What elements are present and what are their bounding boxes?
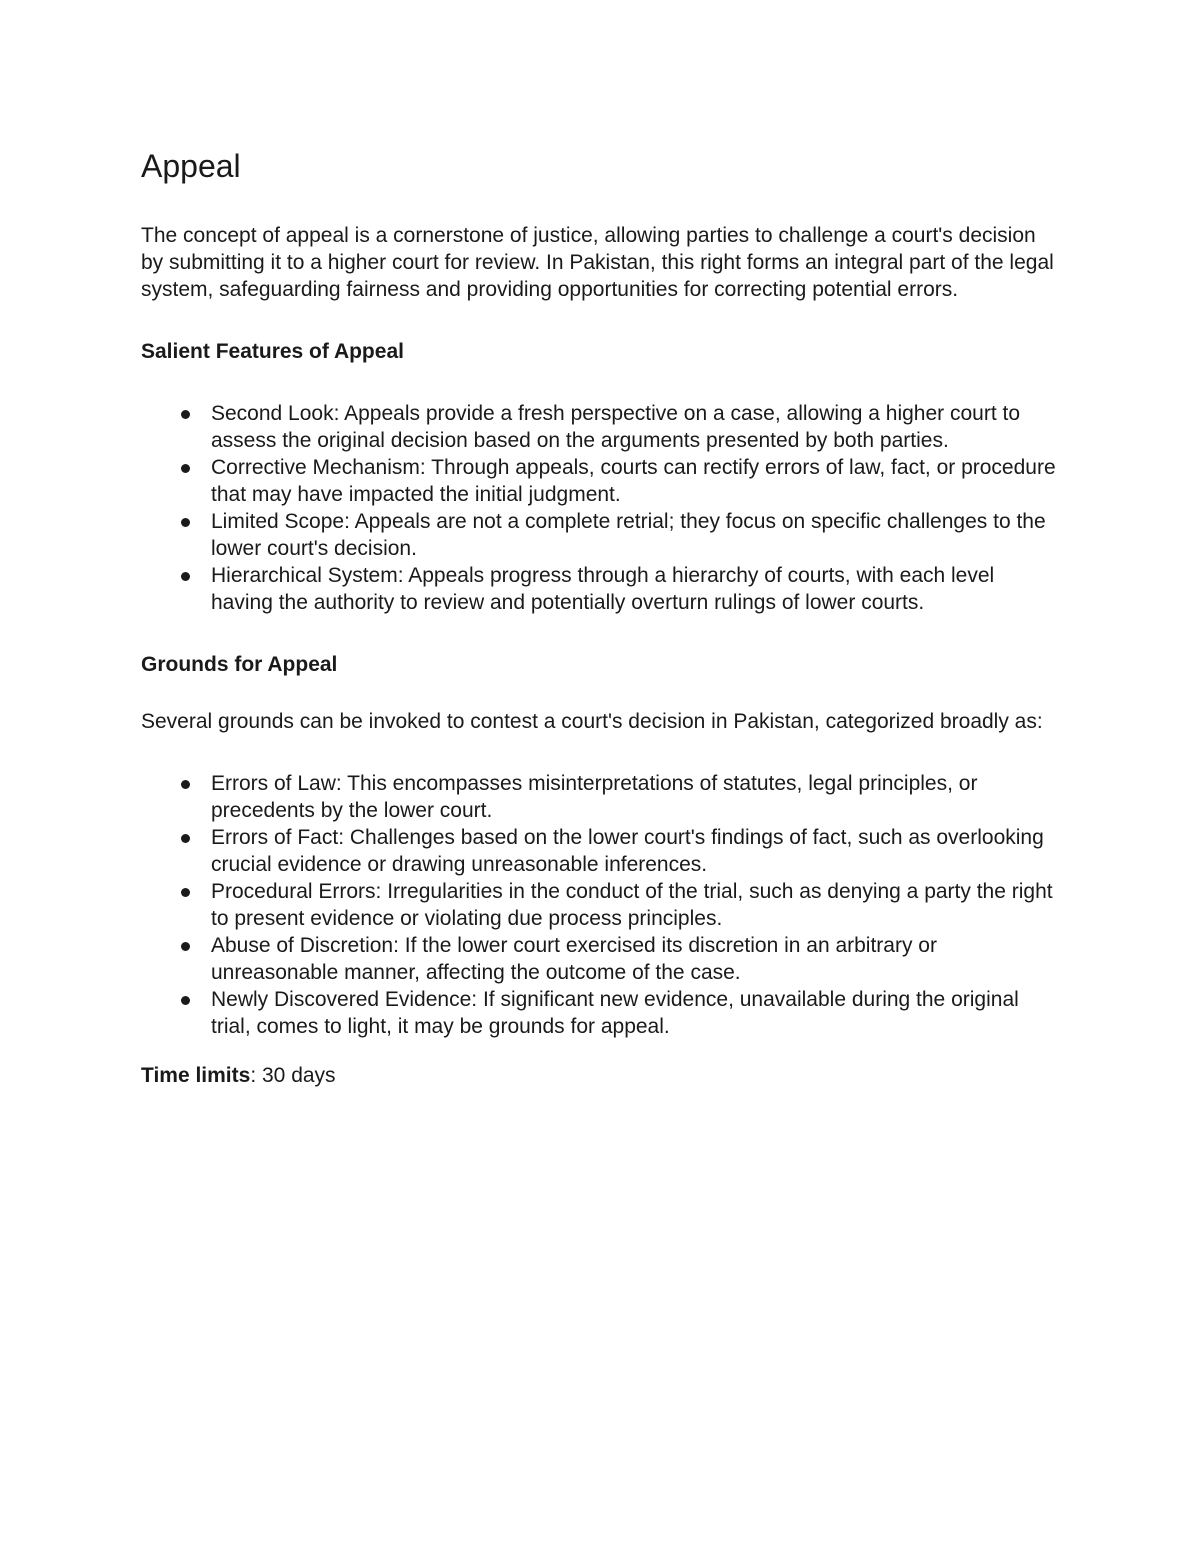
list-item xyxy=(141,562,1061,616)
time-limits-value: : 30 days xyxy=(250,1064,336,1087)
features-heading: Salient Features of Appeal xyxy=(141,340,404,363)
list-item xyxy=(141,986,1061,1040)
bullet-icon xyxy=(181,780,190,789)
list-item xyxy=(141,454,1061,508)
list-item-text: Errors of Fact: Challenges based on the lower court's findings of fact, such as overlooking crucial evidence or drawing unreasonable inferences. xyxy=(211,826,1044,876)
time-limits-label: Time limits xyxy=(141,1064,251,1087)
list-item-text: Abuse of Discretion: If the lower court exercised its discretion in an arbitrary or unreasonable manner, affecting the outcome of the case. xyxy=(211,934,937,984)
list-item-text: Second Look: Appeals provide a fresh perspective on a case, allowing a higher court to assess the original decision based on the arguments presented by both parties. xyxy=(211,402,1021,452)
list-item xyxy=(141,508,1061,562)
list-item xyxy=(141,400,1061,454)
bullet-icon xyxy=(181,942,190,951)
grounds-intro-paragraph: Several grounds can be invoked to contest a court's decision in Pakistan, categorized broadly as: xyxy=(141,710,1043,733)
time-limits-line xyxy=(141,1062,1061,1089)
list-item-text: Hierarchical System: Appeals progress through a hierarchy of courts, with each level having the authority to review and potentially overturn rulings of lower courts. xyxy=(211,564,995,614)
document-page xyxy=(141,140,1061,1089)
list-item xyxy=(141,824,1061,878)
list-item xyxy=(141,878,1061,932)
list-item-text: Newly Discovered Evidence: If significant new evidence, unavailable during the original trial, comes to light, it may be grounds for appeal. xyxy=(211,988,1019,1038)
list-item-text: Limited Scope: Appeals are not a complete retrial; they focus on specific challenges to the lower court's decision. xyxy=(211,510,1046,560)
bullet-icon xyxy=(181,572,190,581)
list-item-text: Corrective Mechanism: Through appeals, courts can rectify errors of law, fact, or procedure that may have impacted the initial judgment. xyxy=(211,456,1056,506)
list-item xyxy=(141,932,1061,986)
bullet-icon xyxy=(181,888,190,897)
bullet-icon xyxy=(181,996,190,1005)
bullet-icon xyxy=(181,834,190,843)
document-title: Appeal xyxy=(141,148,241,184)
list-item-text: Procedural Errors: Irregularities in the conduct of the trial, such as denying a party the right to present evidence or violating due process principles. xyxy=(211,880,1053,930)
list-item xyxy=(141,770,1061,824)
grounds-list xyxy=(141,770,1061,1040)
features-list xyxy=(141,400,1061,616)
bullet-icon xyxy=(181,410,190,419)
grounds-heading: Grounds for Appeal xyxy=(141,653,338,676)
bullet-icon xyxy=(181,518,190,527)
list-item-text: Errors of Law: This encompasses misinterpretations of statutes, legal principles, or precedents by the lower court. xyxy=(211,772,978,822)
bullet-icon xyxy=(181,464,190,473)
intro-paragraph: The concept of appeal is a cornerstone of justice, allowing parties to challenge a court's decision by submitting it to a higher court for review. In Pakistan, this right forms an integral part of the legal system, safeguarding fairness and providing opportunities for correcting potential errors. xyxy=(141,224,1054,301)
